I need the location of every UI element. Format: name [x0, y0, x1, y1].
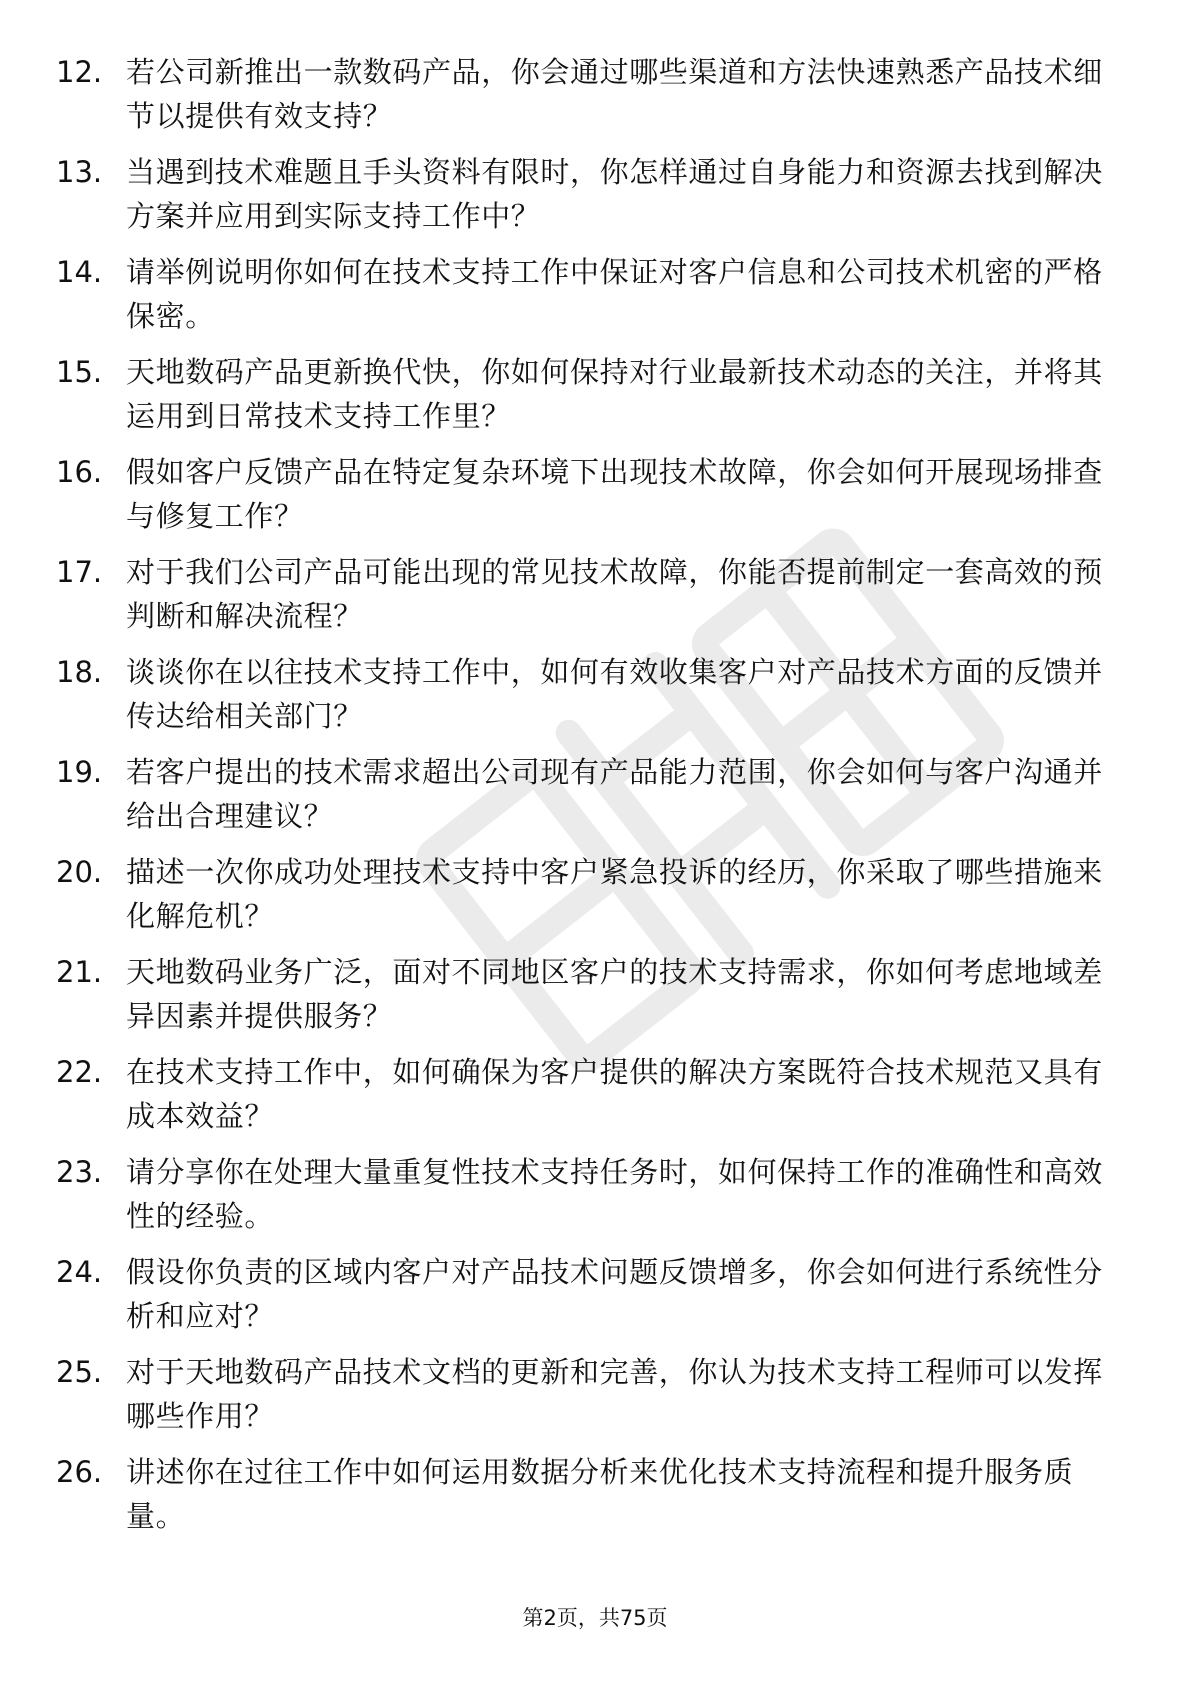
question-item: [56, 950, 1136, 1050]
question-text: 谈谈你在以往技术支持工作中，如何有效收集客户对产品技术方面的反馈并传达给相关部门？: [126, 655, 1103, 733]
question-item: [56, 850, 1136, 950]
question-text: 请分享你在处理大量重复性技术支持任务时，如何保持工作的准确性和高效性的经验。: [126, 1155, 1103, 1233]
question-number: 26.: [56, 1455, 103, 1489]
question-item: [56, 150, 1136, 250]
question-item: [56, 750, 1136, 850]
question-text: 请举例说明你如何在技术支持工作中保证对客户信息和公司技术机密的严格保密。: [126, 255, 1103, 333]
question-list: [56, 50, 1136, 1550]
question-number: 16.: [56, 455, 103, 489]
question-text: 描述一次你成功处理技术支持中客户紧急投诉的经历，你采取了哪些措施来化解危机？: [126, 855, 1103, 933]
question-number: 14.: [56, 255, 103, 289]
question-text: 当遇到技术难题且手头资料有限时，你怎样通过自身能力和资源去找到解决方案并应用到实际支持工作中？: [126, 155, 1103, 233]
question-text: 若公司新推出一款数码产品，你会通过哪些渠道和方法快速熟悉产品技术细节以提供有效支持？: [126, 55, 1103, 133]
question-item: [56, 1250, 1136, 1350]
question-number: 12.: [56, 55, 103, 89]
question-item: [56, 550, 1136, 650]
question-item: [56, 350, 1136, 450]
question-number: 13.: [56, 155, 103, 189]
question-text: 讲述你在过往工作中如何运用数据分析来优化技术支持流程和提升服务质量。: [126, 1455, 1074, 1533]
question-text: 天地数码产品更新换代快，你如何保持对行业最新技术动态的关注，并将其运用到日常技术支持工作里？: [126, 355, 1103, 433]
question-number: 18.: [56, 655, 103, 689]
question-text: 天地数码业务广泛，面对不同地区客户的技术支持需求，你如何考虑地域差异因素并提供服务？: [126, 955, 1103, 1033]
question-number: 22.: [56, 1055, 103, 1089]
question-item: [56, 650, 1136, 750]
question-number: 23.: [56, 1155, 103, 1189]
question-item: [56, 50, 1136, 150]
question-number: 20.: [56, 855, 103, 889]
page-footer: 第2页，共75页: [522, 1606, 668, 1630]
question-number: 17.: [56, 555, 103, 589]
question-number: 21.: [56, 955, 103, 989]
question-item: [56, 1450, 1136, 1550]
question-text: 假如客户反馈产品在特定复杂环境下出现技术故障，你会如何开展现场排查与修复工作？: [126, 455, 1103, 533]
question-text: 假设你负责的区域内客户对产品技术问题反馈增多，你会如何进行系统性分析和应对？: [126, 1255, 1103, 1333]
question-number: 24.: [56, 1255, 103, 1289]
question-text: 对于我们公司产品可能出现的常见技术故障，你能否提前制定一套高效的预判断和解决流程？: [126, 555, 1103, 633]
question-item: [56, 250, 1136, 350]
question-item: [56, 1150, 1136, 1250]
question-item: [56, 1350, 1136, 1450]
question-item: [56, 450, 1136, 550]
question-number: 15.: [56, 355, 103, 389]
question-number: 19.: [56, 755, 103, 789]
question-item: [56, 1050, 1136, 1150]
question-text: 在技术支持工作中，如何确保为客户提供的解决方案既符合技术规范又具有成本效益？: [126, 1055, 1103, 1133]
question-text: 若客户提出的技术需求超出公司现有产品能力范围，你会如何与客户沟通并给出合理建议？: [126, 755, 1103, 833]
question-number: 25.: [56, 1355, 103, 1389]
question-text: 对于天地数码产品技术文档的更新和完善，你认为技术支持工程师可以发挥哪些作用？: [126, 1355, 1103, 1433]
